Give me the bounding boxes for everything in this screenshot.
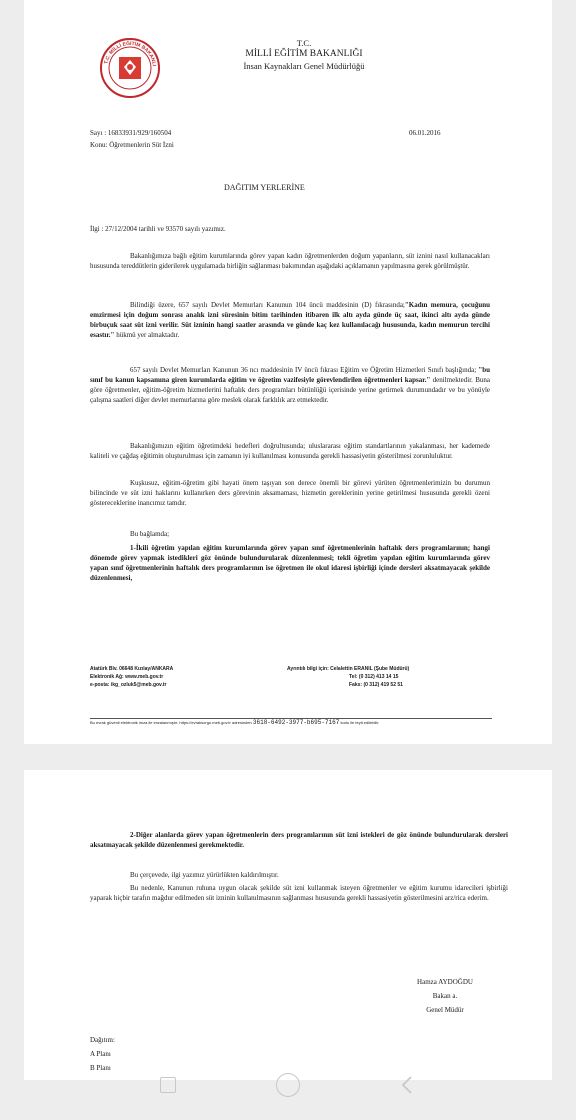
footer-contact: Ayrıntılı bilgi için: Celalettin ERANIL (Şube Müdürü) xyxy=(287,666,410,672)
item-2: 2-Diğer alanlarda görev yapan öğretmenlerin ders programlarının süt izni istekleri de göz önünde bulundurularak dersleri aksatmayacak şekilde düzenlenmesi gerekmektedir. xyxy=(90,831,508,849)
reference: İlgi : 27/12/2004 tarihli ve 93570 sayılı yazımız. xyxy=(90,225,226,233)
document-date: 06.01.2016 xyxy=(409,129,441,137)
document-subject: Konu: Öğretmenlerin Süt İzni xyxy=(90,141,174,149)
footer-fax: Faks: (0 312) 419 52 51 xyxy=(349,682,403,688)
back-icon[interactable] xyxy=(400,1075,414,1095)
header-tc: T.C. xyxy=(296,38,312,48)
home-icon[interactable] xyxy=(276,1073,300,1097)
signer-name: Hamza AYDOĞDU xyxy=(417,978,473,986)
paragraph-2: Bilindiği üzere, 657 sayılı Devlet Memurları Kanunun 104 üncü maddesinin (D) fıkrasında;"Kadın memura, çocuğunu emzirmesi için doğum sonrası analık izni süresinin bitim tarihinden itibaren ilk altı ayda günde üç saat, ikinci altı ayda günde birbuçuk saat süt izni verilir. Süt izninin hangi saatler arasında ve günde kaç kez kullanılacağı hususunda, kadın memurun tercihi esastır." hükmü yer almaktadır. xyxy=(90,301,490,339)
paragraph-7: Bu çerçevede, ilgi yazımız yürürlükten kaldırılmıştır. xyxy=(130,871,279,879)
footer-web: Elektronik Ağ: www.meb.gov.tr xyxy=(90,674,164,680)
recent-apps-icon[interactable] xyxy=(160,1077,176,1093)
signer-title-2: Genel Müdür xyxy=(426,1006,464,1014)
document-page-2 xyxy=(24,770,552,1080)
document-page-1 xyxy=(24,0,552,744)
header-ministry: MİLLİ EĞİTİM BAKANLIĞI xyxy=(245,49,363,59)
document-number: Sayı : 16833931/929/160504 xyxy=(90,129,172,137)
header-directorate: İnsan Kaynakları Genel Müdürlüğü xyxy=(243,61,365,71)
paragraph-5: Kuşkusuz, eğitim-öğretim gibi hayati önem taşıyan son derece önemli bir görevi yürüten öğretmenlerimizin bu durumun bilincinde ve süt izni haklarını kullanırken ders görevinin aksamaması, hizmetin gereklerinin yerine getirilmesi hususunda gerekli özeni göstereceklerine inancımız tamdır. xyxy=(90,479,490,507)
paragraph-4: Bakanlığımızın eğitim öğretimdeki hedefleri doğrultusunda; uluslararası eğitim standartlarının yakalanması, her kademede kaliteli ve çağdaş eğitimin oluşturulması için zamanın iyi kullanılması konusunda gerekli hassasiyetin gösterilmesi zorunluluktur. xyxy=(90,442,490,460)
signer-title-1: Bakan a. xyxy=(432,992,458,1000)
ministry-logo xyxy=(99,37,161,99)
paragraph-8: Bu nedenle, Kanunun ruhuna uygun olacak şekilde süt izni kullanmak isteyen öğretmenler ve eğitim kurumu idarecileri işbirliği yaparak hiçbir tarafın mağdur edilmeden süt izninin kullanılmasının sağlanması hususunda gerekli hassasiyetin gösterilmesini arz/rica ederim. xyxy=(90,884,508,902)
paragraph-3: 657 sayılı Devlet Memurları Kanunun 36 ncı maddesinin IV üncü fıkrası Eğitim ve Öğretim Hizmetleri Sınıfı başlığında; "bu sınıf bu kanun kapsamına giren kurumlarda eğitim ve öğretim vazifesiyle görevlendirilen öğretmenleri kapsar." denilmektedir. Buna göre öğretmenler, eğitim-öğretim hizmetlerini haftalık ders programları bütünlüğü içerisinde yerine getirmek durumundadır ve bu yönüyle çalışma saatleri diğer devlet memurlarına göre meslek olarak farklılık arz etmektedir. xyxy=(90,366,490,404)
item-1: 1-İkili öğretim yapılan eğitim kurumlarında görev yapan sınıf öğretmenlerinin haftalık ders programlarının; hangi dönemde görev yapmak istedikleri göz önünde bulundurularak düzenlenmesi; tekli öğretim yapılan eğitim kurumlarında görev yapan sınıf öğretmenlerinin haftalık ders programlarının ise öğretmen ile okul idaresi işbirliği içinde dersleri aksatmayacak şekilde düzenlenmesi, xyxy=(90,544,490,582)
footer-email: e-posta: ikg_ozluk5@meb.gov.tr xyxy=(90,682,167,688)
distribution-label: Dağıtım: xyxy=(90,1036,115,1044)
distribution-b: B Planı xyxy=(90,1064,111,1072)
footer-address: Atatürk Blv. 06648 Kızılay/ANKARA xyxy=(90,666,174,672)
paragraph-6: Bu bağlamda; xyxy=(130,530,170,538)
svg-text:T.C. MİLLİ EĞİTİM BAKANLIĞI: T.C. MİLLİ EĞİTİM BAKANLI xyxy=(103,40,157,67)
distribution-a: A Planı xyxy=(90,1050,111,1058)
paragraph-1: Bakanlığımıza bağlı eğitim kurumlarında görev yapan kadın öğretmenlerden doğum yapanların, süt iznini nasıl kullanacakları hususunda tereddütlerin giderilerek uygulamada birliğin sağlanması bakımından aşağıdaki açıklamanın yapılmasına gerek görülmüştür. xyxy=(90,252,490,270)
recipient: DAĞITIM YERLERİNE xyxy=(224,183,305,192)
footer-phone: Tel: (0 312) 413 14 15 xyxy=(349,674,399,680)
verification-line: Bu evrak güvenli elektronik imza ile imzalanmıştır. https://evraksorgu.meb.gov.tr adresinden 3618-6492-3977-b695-7167 kodu ile teyit edilebilir. xyxy=(90,719,380,726)
